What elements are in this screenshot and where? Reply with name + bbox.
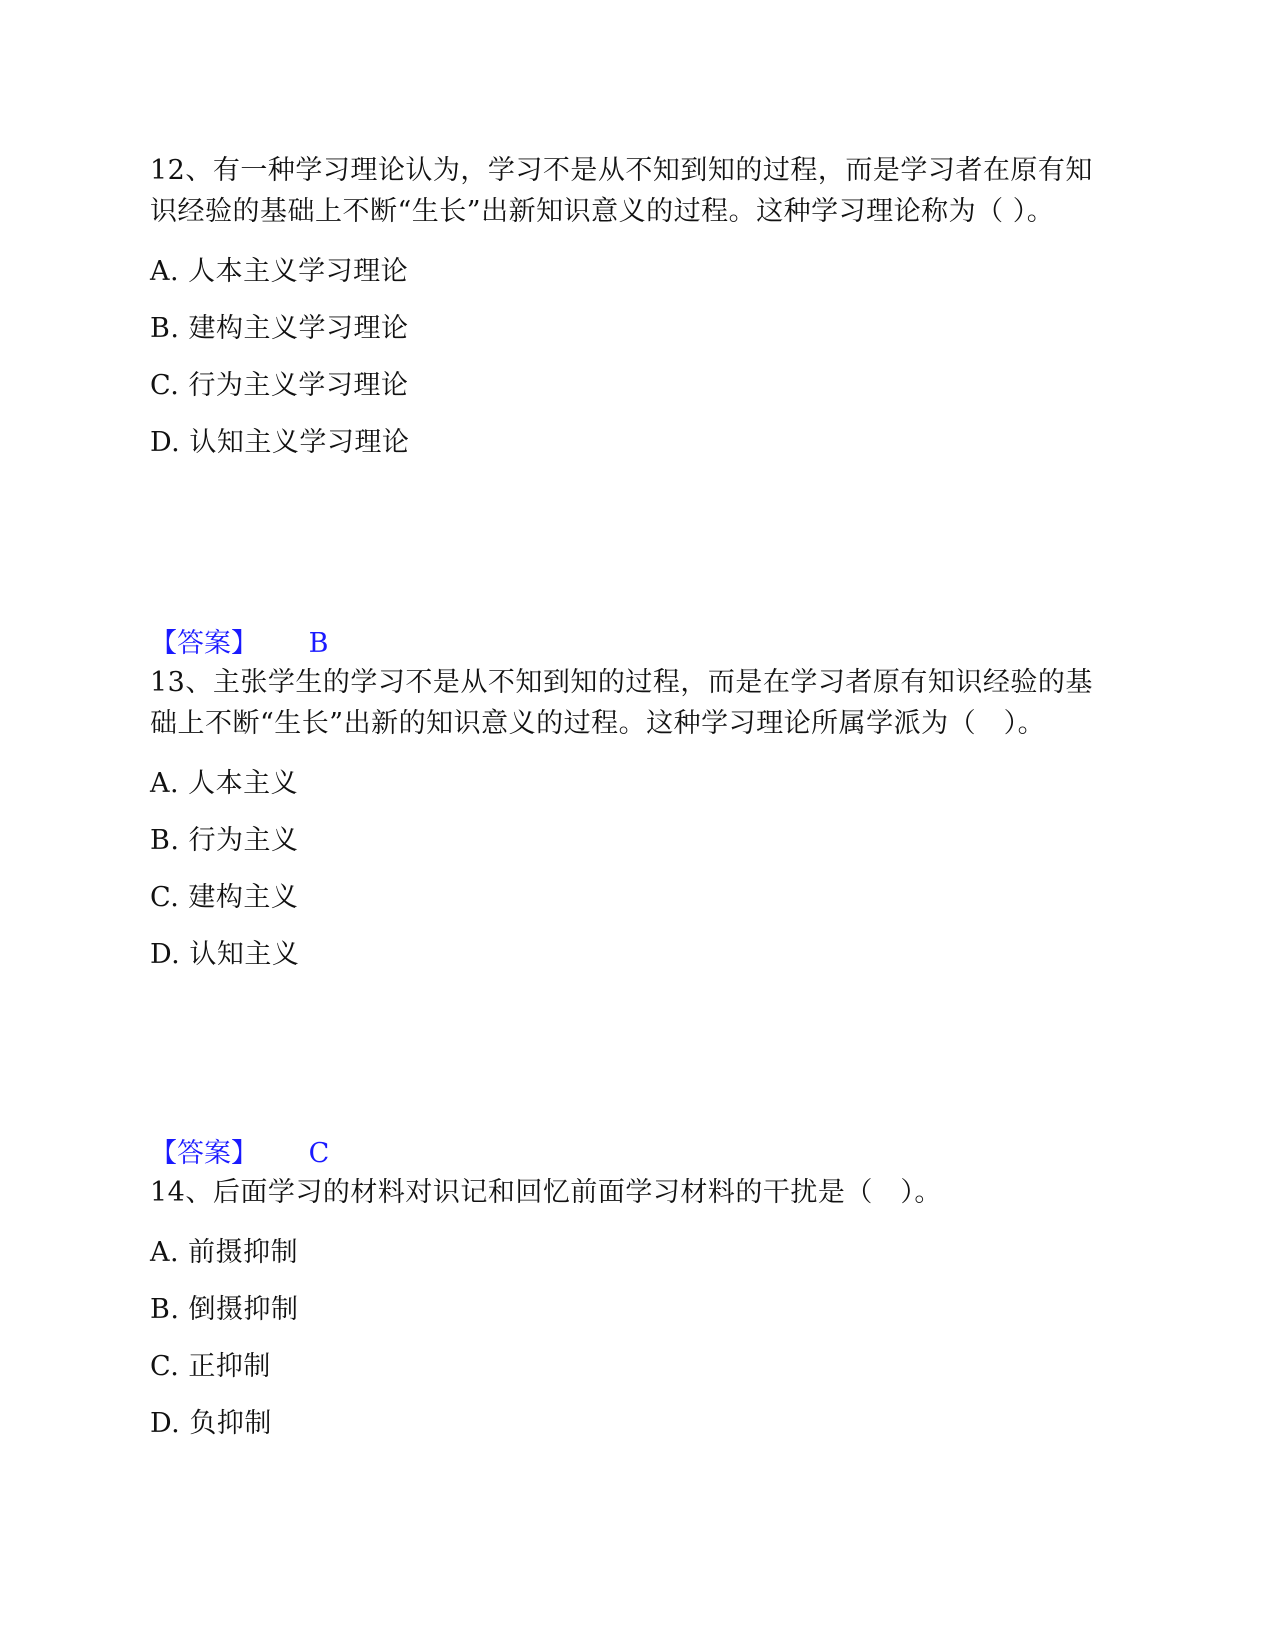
option-c: C. 行为主义学习理论 [150,370,409,401]
option-b: B. 行为主义 [150,825,299,856]
question-13 [150,662,1110,983]
question-12 [150,150,1110,471]
option-a: A. 前摄抑制 [150,1237,299,1268]
question-text: 14、后面学习的材料对识记和回忆前面学习材料的干扰是（ ）。 [150,1177,942,1208]
option-a: A. 人本主义 [150,768,299,799]
option-d: D. 认知主义学习理论 [150,427,410,458]
question-text: 13、主张学生的学习不是从不知到知的过程，而是在学习者原有知识经验的基础上不断“生长”出新的知识意义的过程。这种学习理论所属学派为（ ）。 [150,667,1093,739]
option-a: A. 人本主义学习理论 [150,256,409,287]
question-14 [150,1172,1110,1452]
option-c: C. 建构主义 [150,882,299,913]
option-list [150,755,1110,983]
option-list [150,1224,1110,1452]
option-list [150,243,1110,471]
answer-13 [150,1134,329,1174]
option-c: C. 正抑制 [150,1351,271,1382]
answer-label: 【答案】 [150,1138,258,1169]
answer-value: C [308,1138,330,1169]
answer-label: 【答案】 [150,628,258,659]
answer-value: B [308,628,329,659]
question-text: 12、有一种学习理论认为，学习不是从不知到知的过程，而是学习者在原有知识经验的基础上不断“生长”出新知识意义的过程。这种学习理论称为（ ）。 [150,155,1093,227]
answer-12 [150,624,328,664]
option-b: B. 建构主义学习理论 [150,313,409,344]
option-d: D. 负抑制 [150,1408,272,1439]
option-b: B. 倒摄抑制 [150,1294,299,1325]
option-d: D. 认知主义 [150,939,300,970]
